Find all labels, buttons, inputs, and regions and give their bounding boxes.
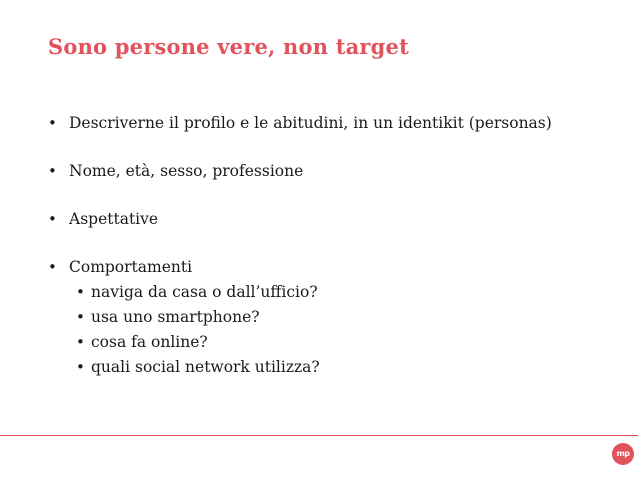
bullet-item: [48, 159, 608, 183]
bullet-text: Nome, età, sesso, professione: [69, 162, 304, 180]
mp-logo-icon: mp: [612, 443, 634, 465]
sub-bullet-item: • quali social network utilizza?: [73, 355, 608, 379]
sub-bullet-list: [69, 280, 608, 379]
bullet-list: [48, 111, 608, 379]
bullet-item: [48, 111, 608, 135]
bullet-text: Descriverne il profilo e le abitudini, in un identikit (personas): [69, 114, 552, 132]
slide-title: Sono persone vere, non target: [48, 34, 410, 59]
sub-bullet-item: • usa uno smartphone?: [73, 305, 608, 329]
bullet-text: Comportamenti: [69, 258, 193, 276]
sub-bullet-item: • cosa fa online?: [73, 330, 608, 354]
bullet-text: Aspettative: [69, 210, 159, 228]
bullet-item: [48, 255, 608, 379]
bullet-item: [48, 207, 608, 231]
sub-bullet-item: • naviga da casa o dall’ufficio?: [73, 280, 608, 304]
footer-divider: [0, 435, 638, 436]
